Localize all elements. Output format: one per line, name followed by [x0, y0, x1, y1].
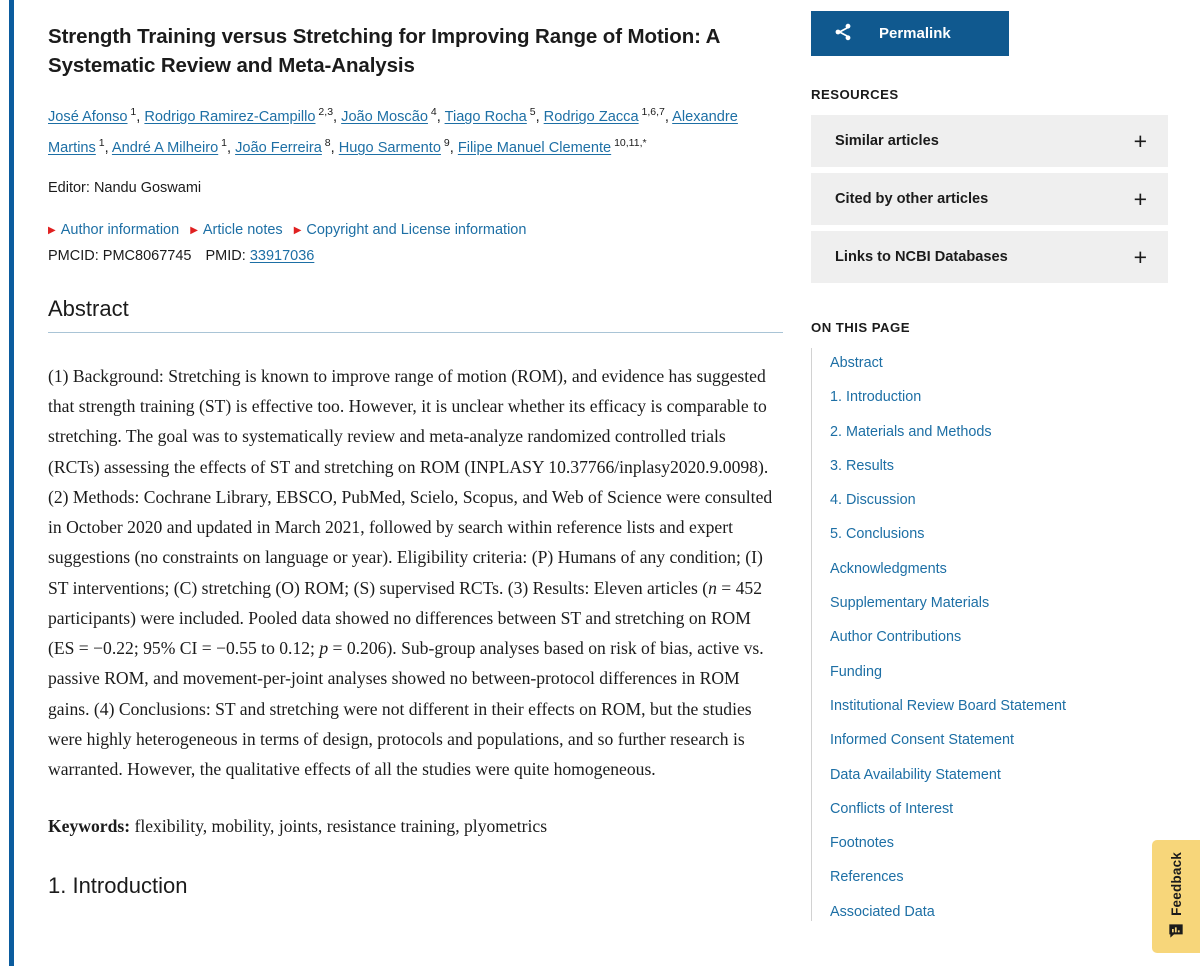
keywords-value: flexibility, mobility, joints, resistance training, plyometrics — [134, 816, 548, 837]
accordion-links-to-ncbi-databases[interactable] — [811, 231, 1168, 283]
author-link[interactable]: Filipe Manuel Clemente — [457, 139, 612, 156]
expand-link-copyright-and-license-information[interactable] — [294, 222, 527, 238]
feedback-tab[interactable] — [1152, 840, 1200, 953]
accordion-label: Similar articles — [835, 133, 939, 149]
author-link[interactable]: José Afonso — [48, 109, 128, 126]
abstract-heading-rule — [48, 332, 783, 333]
toc-item — [812, 697, 1170, 715]
triangle-right-icon: ▶ — [190, 224, 198, 236]
toc-item — [812, 766, 1170, 784]
article-meta-links — [48, 222, 778, 238]
abstract-heading: Abstract — [48, 295, 129, 321]
author-affiliation: 2,3 — [315, 106, 334, 119]
keywords-line — [48, 816, 778, 837]
author-affiliation: 1 — [95, 136, 105, 149]
author-affiliation: 9 — [440, 136, 450, 149]
on-this-page-nav — [811, 348, 1170, 921]
author-affiliation: 1 — [127, 106, 137, 119]
permalink-label: Permalink — [879, 25, 951, 42]
author-affiliation: 1,6,7 — [638, 106, 665, 119]
author-affiliation: 5 — [526, 106, 536, 119]
editor-name: Nandu Goswami — [93, 179, 202, 196]
toc-link-3-results[interactable]: 3. Results — [830, 457, 894, 474]
on-this-page-label: ON THIS PAGE — [811, 320, 910, 335]
permalink-button[interactable] — [811, 11, 1009, 56]
accordion-similar-articles[interactable] — [811, 115, 1168, 167]
toc-link-funding[interactable]: Funding — [830, 663, 883, 680]
expand-link-article-notes[interactable] — [190, 222, 283, 238]
toc-link-abstract[interactable]: Abstract — [830, 355, 883, 371]
author-affiliation: 10,11,* — [611, 136, 647, 149]
author-affiliation: 4 — [427, 106, 437, 119]
toc-item — [812, 868, 1170, 886]
toc-link-data-availability-statement[interactable]: Data Availability Statement — [830, 766, 1001, 783]
toc-link-informed-consent-statement[interactable]: Informed Consent Statement — [830, 732, 1014, 749]
feedback-chart-icon — [1168, 923, 1184, 944]
toc-item — [812, 423, 1170, 441]
toc-item — [812, 903, 1170, 921]
toc-link-5-conclusions[interactable]: 5. Conclusions — [830, 526, 925, 543]
pmid-link[interactable]: 33917036 — [249, 247, 315, 264]
toc-item — [812, 354, 1170, 372]
expand-link-label: Article notes — [202, 221, 283, 238]
toc-item — [812, 834, 1170, 852]
feedback-label: Feedback — [1168, 852, 1184, 916]
page-title: Strength Training versus Stretching for Improving Range of Motion: A Systematic Review and Meta-Analysis — [48, 25, 720, 78]
toc-link-1-introduction[interactable]: 1. Introduction — [830, 389, 922, 406]
abstract-text — [48, 361, 778, 785]
expand-link-author-information[interactable] — [48, 222, 179, 238]
accordion-cited-by-other-articles[interactable] — [811, 173, 1168, 225]
toc-item — [812, 388, 1170, 406]
author-affiliation: 1 — [218, 136, 227, 149]
resources-label: RESOURCES — [811, 87, 899, 102]
pmid-label: PMID: — [205, 247, 246, 264]
triangle-right-icon: ▶ — [48, 224, 56, 236]
expand-link-label: Copyright and License information — [306, 221, 527, 238]
right-sidebar — [800, 0, 1200, 966]
author-link[interactable]: André A Milheiro — [111, 139, 219, 156]
toc-link-author-contributions[interactable]: Author Contributions — [830, 629, 962, 646]
plus-icon[interactable]: + — [1133, 185, 1147, 212]
toc-item — [812, 800, 1170, 818]
editor-label: Editor: — [48, 179, 90, 196]
author-link[interactable]: Tiago Rocha — [444, 109, 527, 126]
share-icon — [833, 22, 853, 46]
toc-item — [812, 594, 1170, 612]
pmcid-label: PMCID: — [48, 247, 99, 264]
abstract-fragment: = 452 participants) were included. Pooled data showed no differences between ST and stretching on ROM (ES = −0.22; 95% CI = −0.55 to 0.12; — [48, 577, 762, 658]
toc-link-references[interactable]: References — [830, 869, 904, 886]
author-affiliation: 8 — [321, 136, 331, 149]
author-link[interactable]: Rodrigo Ramirez-Campillo — [144, 109, 316, 126]
toc-item — [812, 525, 1170, 543]
toc-link-supplementary-materials[interactable]: Supplementary Materials — [830, 595, 990, 612]
article-identifiers — [48, 248, 778, 264]
pmcid-value: PMC8067745 — [102, 247, 192, 264]
abstract-fragment: = 0.206). Sub-group analyses based on risk of bias, active vs. passive ROM, and movement-per-joint analyses showed no between-protocol differences in ROM gains. (4) Conclusions: ST and stretching were not different in their effects on ROM, but the studies were highly heterogeneous in terms of design, protocols and populations, and so further research is warranted. However, the qualitative effects of all the studies were quite homogeneous. — [48, 638, 764, 779]
toc-item — [812, 628, 1170, 646]
author-link[interactable]: Rodrigo Zacca — [543, 109, 639, 126]
toc-link-institutional-review-board-statement[interactable]: Institutional Review Board Statement — [830, 697, 1066, 714]
editor-line — [48, 180, 778, 196]
introduction-heading: 1. Introduction — [48, 873, 188, 899]
author-link[interactable]: João Ferreira — [235, 139, 322, 156]
plus-icon[interactable]: + — [1133, 243, 1147, 270]
toc-link-conflicts-of-interest[interactable]: Conflicts of Interest — [830, 800, 954, 817]
author-list: José Afonso $^1$, Rodrigo Ramirez-Campillo $^{2,3}$, João Moscão $^4$, Tiago Rocha $^5$, Rodrigo Zacca $^{1,6,7}$, Alexandre Martins $^1$, André A Milheiro $^1$, João Ferreira $^8$, Hugo Sarmento $^9$, Filipe Manuel Clemente $^{10,11,*}$ — [48, 106, 738, 156]
abstract-fragment: (1) Background: Stretching is known to improve range of motion (ROM), and evidence has suggested that strength training (ST) is effective too. However, it is unclear whether its efficacy is comparable to stretching. The goal was to systematically review and meta-analyze randomized controlled trials (RCTs) assessing the effects of ST and stretching on ROM (INPLASY 10.37766/inplasy2020.9.0098). (2) Methods: Cochrane Library, EBSCO, PubMed, Scielo, Scopus, and Web of Science were consulted in October 2020 and updated in March 2021, followed by search within reference lists and expert suggestions (no constraints on language or year). Eligibility criteria: (P) Humans of any condition; (I) ST interventions; (C) stretching (O) ROM; (S) supervised RCTs. (3) Results: Eleven articles ( — [48, 365, 773, 598]
toc-link-4-discussion[interactable]: 4. Discussion — [830, 492, 916, 509]
toc-item — [812, 491, 1170, 509]
toc-link-associated-data[interactable]: Associated Data — [830, 903, 935, 920]
toc-item — [812, 731, 1170, 749]
plus-icon[interactable]: + — [1133, 127, 1147, 154]
toc-item — [812, 560, 1170, 578]
toc-link-acknowledgments[interactable]: Acknowledgments — [830, 560, 947, 577]
abstract-symbol: p — [319, 638, 329, 658]
author-link[interactable]: João Moscão — [341, 109, 428, 126]
toc-link-2-materials-and-methods[interactable]: 2. Materials and Methods — [830, 423, 992, 440]
expand-link-label: Author information — [60, 221, 180, 238]
toc-item — [812, 457, 1170, 475]
author-link[interactable]: Hugo Sarmento — [338, 139, 441, 156]
accordion-label: Cited by other articles — [835, 191, 989, 207]
accordion-label: Links to NCBI Databases — [835, 249, 1008, 265]
keywords-label: Keywords: — [48, 816, 131, 837]
abstract-symbol: n — [708, 577, 717, 598]
toc-item — [812, 663, 1170, 681]
author-link[interactable]: Alexandre Martins — [48, 109, 738, 156]
triangle-right-icon: ▶ — [293, 224, 302, 236]
toc-link-footnotes[interactable]: Footnotes — [830, 835, 894, 852]
resources-accordion — [811, 115, 1170, 283]
